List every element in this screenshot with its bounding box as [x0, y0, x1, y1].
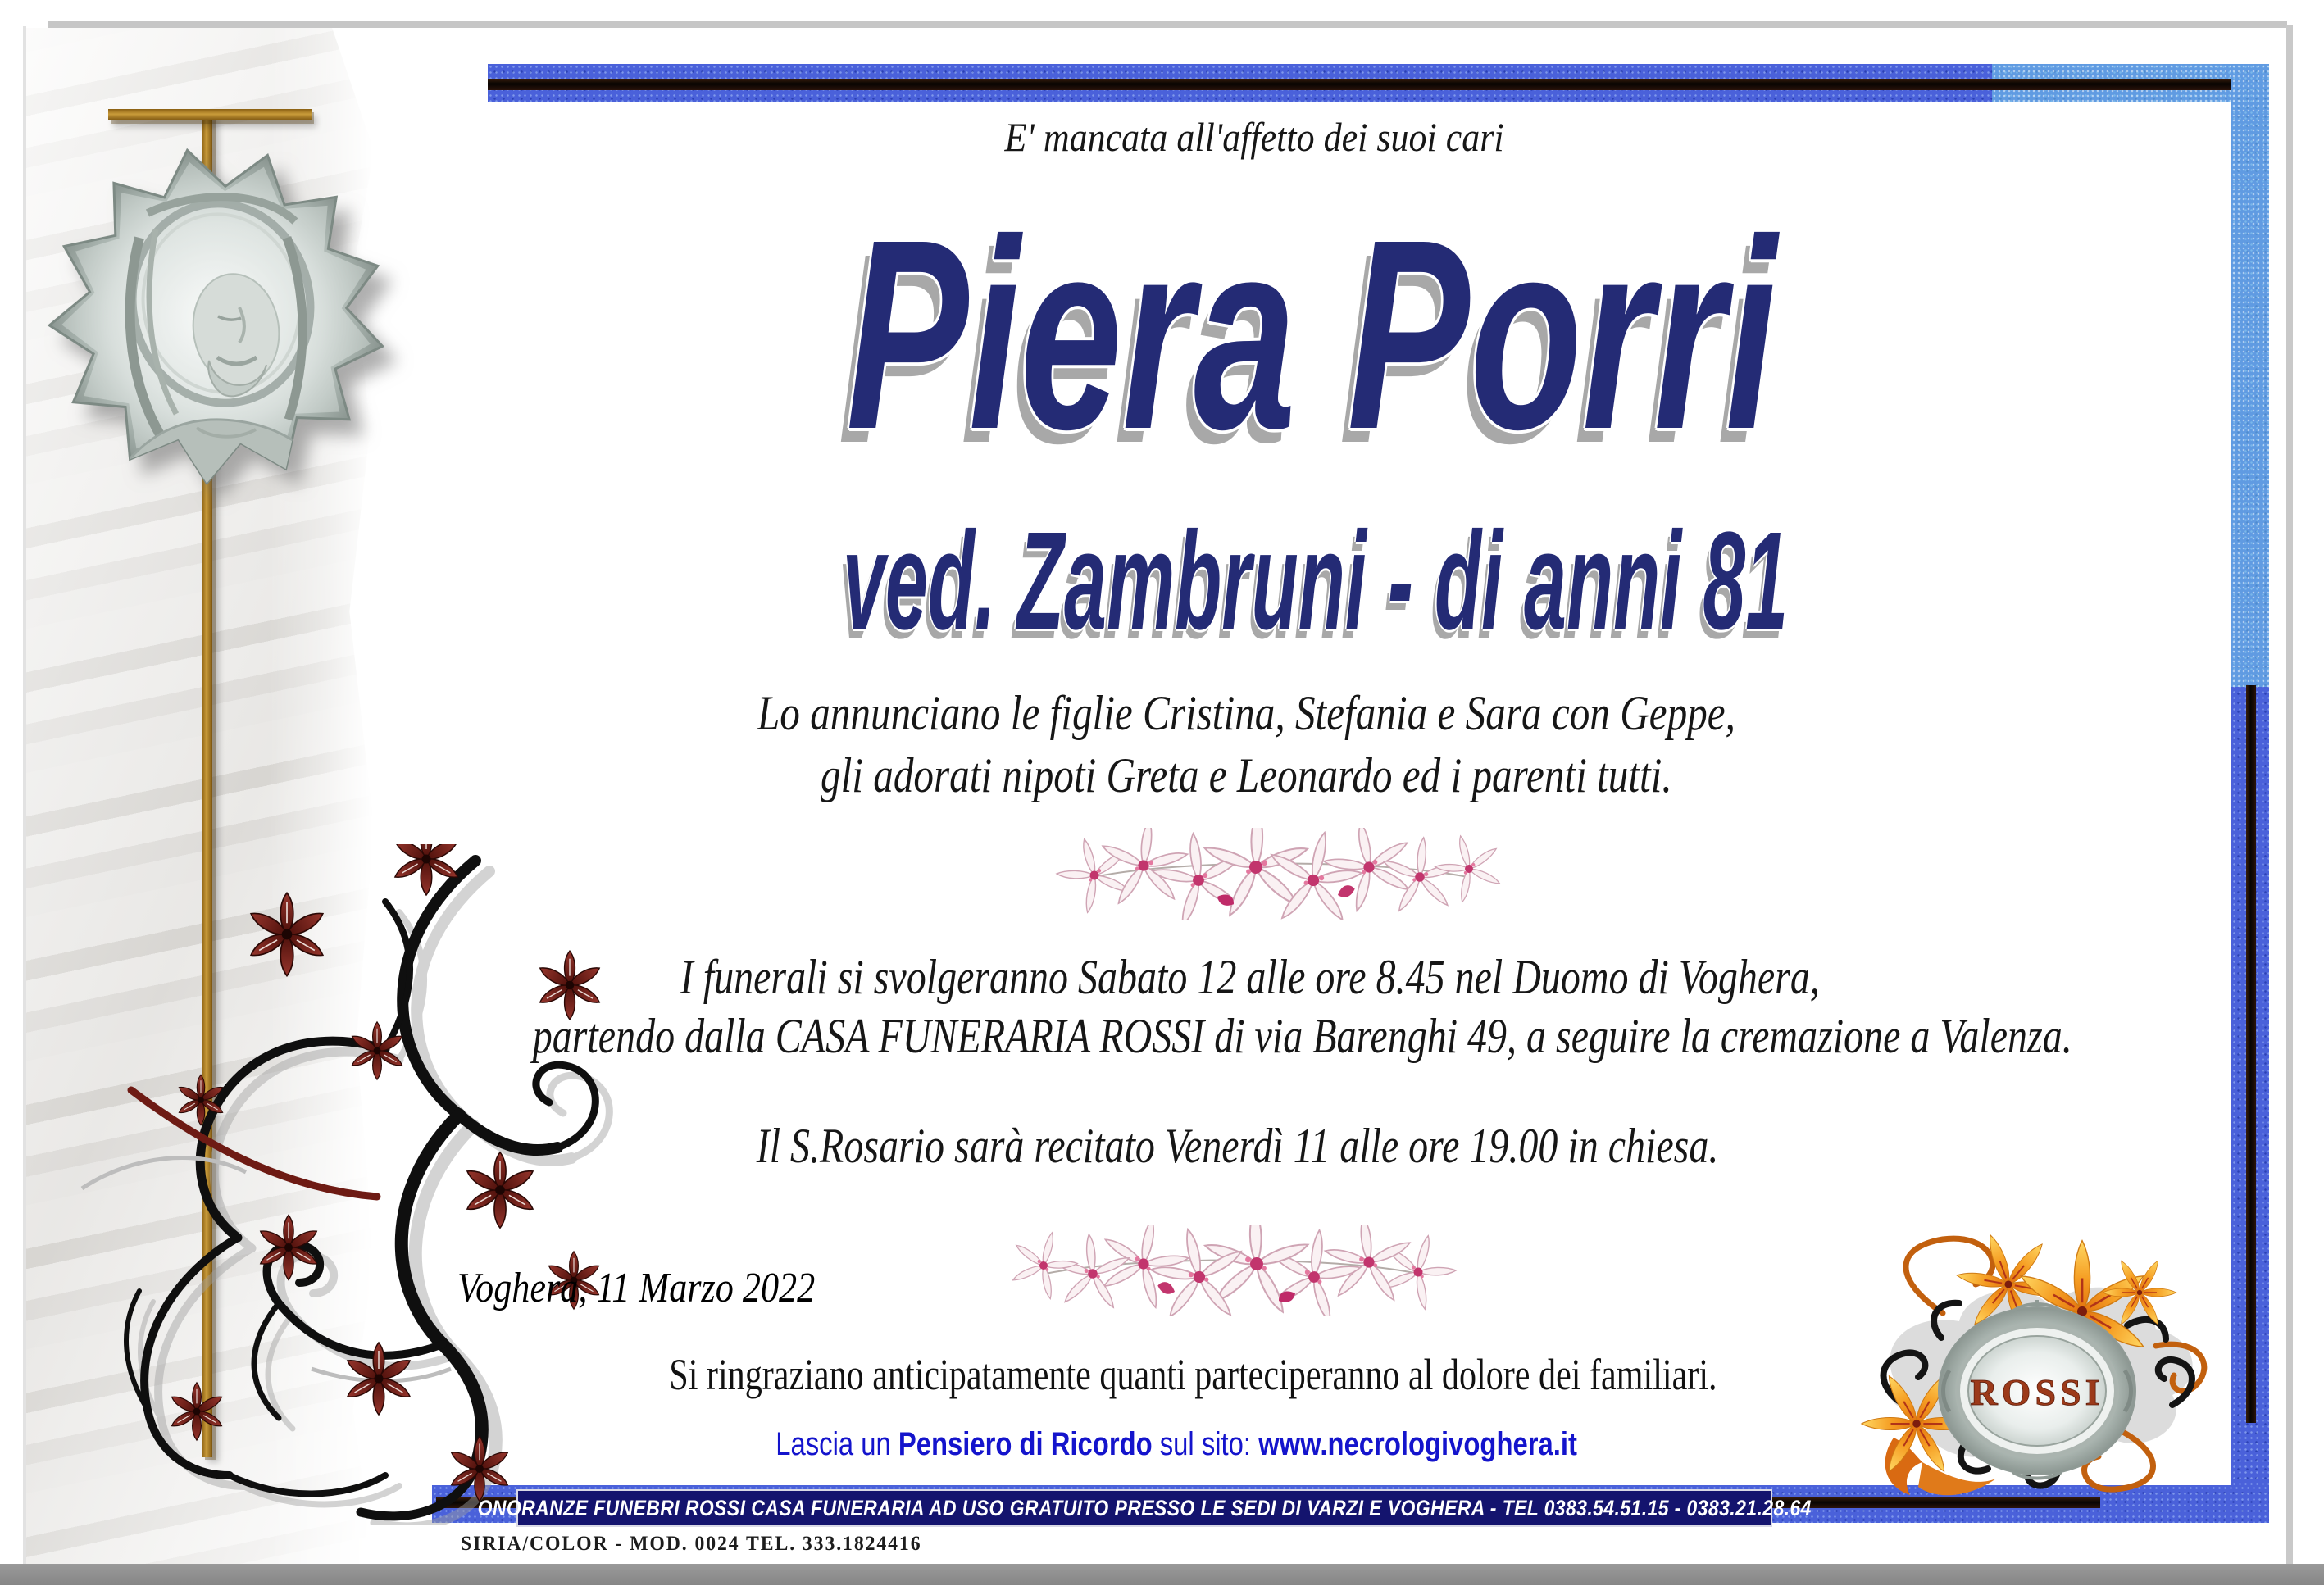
- card-edge-top: [48, 21, 2287, 28]
- dateline: Voghera, 11 Marzo 2022: [457, 1265, 816, 1311]
- link-url[interactable]: www.necrologivoghera.it: [1258, 1426, 1577, 1462]
- link-prefix: Lascia un: [775, 1426, 898, 1462]
- announcement-line-2: gli adorati nipoti Greta e Leonardo ed i parenti tutti.: [820, 748, 1672, 802]
- frame-right-stripe: [2246, 685, 2256, 1423]
- link-bold: Pensiero di Ricordo: [898, 1426, 1153, 1462]
- card-edge-bottom: [0, 1564, 2324, 1585]
- announcement-line-1: Lo annunciano le figlie Cristina, Stefania e Sara con Geppe,: [757, 686, 1735, 740]
- page-title-deceased-name: Piera Porri: [846, 183, 1777, 485]
- thanks-line: Si ringraziano anticipatamente quanti parteciperanno al dolore dei familiari.: [668, 1350, 1717, 1399]
- funeral-line-1: I funerali si svolgeranno Sabato 12 alle ore 8.45 nel Duomo di Voghera,: [680, 950, 1821, 1004]
- flower-divider-icon: [1004, 1225, 1463, 1316]
- card-edge-right: [2286, 25, 2293, 1565]
- funeral-home-banner: [477, 1489, 1812, 1527]
- link-mid: sul sito:: [1152, 1426, 1259, 1462]
- flower-divider-icon: [1049, 828, 1508, 920]
- print-credit: SIRIA/COLOR - MOD. 0024 TEL. 333.1824416: [461, 1533, 922, 1555]
- frame-top-stripe: [488, 79, 2269, 90]
- subtitle-line: ved. Zambruni - di anni 81: [843, 503, 1789, 659]
- rossi-logo-text: ROSSI: [1970, 1371, 2104, 1413]
- funeral-home-banner-text: ONORANZE FUNEBRI ROSSI CASA FUNERARIA AD USO GRATUITO PRESSO LE SEDI DI VARZI E VOGHERA - TEL 0383.54.51.15 - 0383.21.28.64: [477, 1495, 1812, 1520]
- floral-ornament-icon: [33, 844, 623, 1525]
- rossi-logo: [1844, 1215, 2230, 1510]
- rosary-line: Il S.Rosario sarà recitato Venerdì 11 alle ore 19.00 in chiesa.: [757, 1119, 1719, 1173]
- frame-right-glint: [2231, 64, 2269, 687]
- intro-line: E' mancata all'affetto dei suoi cari: [1004, 114, 1504, 160]
- funeral-line-2: partendo dalla CASA FUNERARIA ROSSI di via Barenghi 49, a seguire la cremazione a Valenza.: [532, 1009, 2072, 1063]
